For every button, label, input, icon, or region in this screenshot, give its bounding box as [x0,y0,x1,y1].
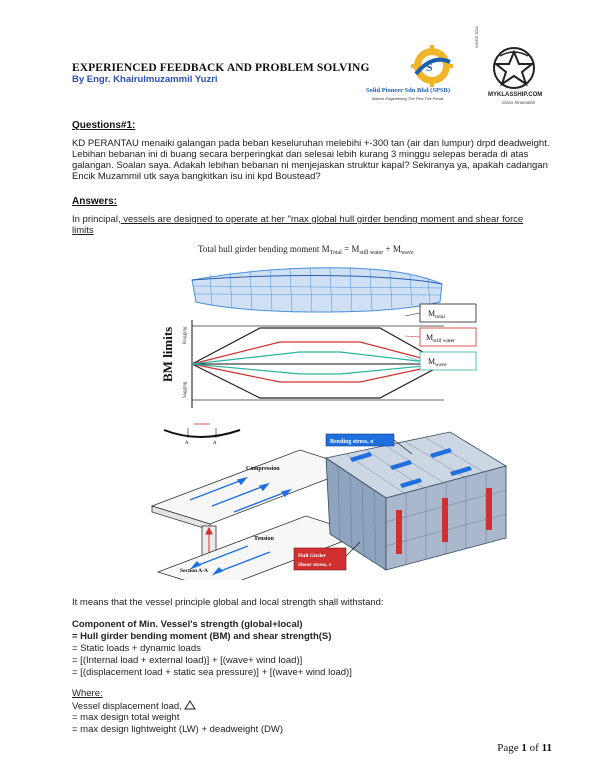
bm-total-sag-curve [192,364,444,398]
bm-sagging-label: Sagging [183,381,188,398]
bm-stillwater-sag-curve [192,364,444,382]
page-word: Page [497,742,519,754]
of-word: of [529,742,539,754]
answer-intro [72,214,523,236]
legend-wave-base: M [428,357,436,366]
page-current: 1 [521,742,527,754]
ship-hull-mesh [192,268,442,312]
bm-hogging-label: Hogging [183,326,188,344]
question-line: KD PERANTAU menaiki galangan pada beban keseluruhan melebihi +-300 tan (air dan lumpur) drpd deadweight. [72,138,550,149]
legend-stillwater-base: M [426,333,434,342]
bm-title-mid: = M [341,244,360,254]
strength-statement: It means that the vessel principle global and local strength shall withstand: [72,597,384,608]
bm-title-sub1: Total [329,250,342,256]
legend-stillwater-sub: still water [433,338,455,344]
bm-title-prefix: Total hull girder bending moment M [198,244,330,254]
displacement-line [72,700,196,712]
bm-legend [405,304,476,370]
answer-intro-underlined: vessels are designed to operate at her "max global hull girder bending moment and shear force [120,214,524,225]
hull-girder-label: Hull Girder [298,553,326,559]
question-line: Lebihan bebanan ini di buang secara berperingkat dan selesai lebih kurang 3 minggu selepas berada di atas [72,149,529,160]
section-label: Section A-A [180,568,208,574]
legend-wave-sub: wave [435,362,447,368]
myklasship-name: MYKLASSHIP.COM [488,92,543,98]
bm-axis-label: BM limits [160,326,175,382]
legend-total-sub: total [435,314,445,320]
author-line: By Engr. Khairulmuzammil Yuzri [72,74,218,85]
spsb-logo [404,44,460,88]
bm-title-sub3: wave [400,250,414,256]
displacement-label: Vessel displacement load, [72,701,182,712]
question-heading: Questions#1: [72,120,136,131]
myklasship-tagline: Class Innovation [502,100,536,105]
answer-intro-line2: limits [72,225,94,236]
svg-text:S: S [426,60,433,74]
beam-sketch [164,424,240,446]
delta-icon [184,700,196,710]
myklasship-since: SINCE 2011 [474,26,479,48]
bm-stillwater-hog-curve [192,342,444,364]
page-total: 11 [541,742,552,754]
compression-label: Compression [246,466,280,472]
bending-stress-label: Bending stress, σ [330,439,374,445]
equation-line: = [(Internal load + external load)] + [(wave+ wind load)] [72,655,303,666]
question-line: Encik Muzammil utk saya bangkitkan isu ini kpd Boustead? [72,171,321,182]
where-heading: Where: [72,688,103,699]
bm-title-sub2: still water [359,250,384,256]
document-title: EXPERIENCED FEEDBACK AND PROBLEM SOLVING [72,62,370,74]
tension-label: Tension [254,536,274,542]
beam-label-a1: A [185,441,189,446]
bm-title-plus: + M [383,244,401,254]
bending-moment-figure [150,240,510,412]
where-line: = max design lightweight (LW) + deadweight (DW) [72,724,284,735]
bm-total-hog-curve [192,328,444,364]
question-line: galangan. Soalan saya. Adakah lebihan bebanan ni menjejaskan struktur kapal? Sekiranya ya, apakah cadangan [72,160,548,171]
where-line: = max design total weight [72,712,180,723]
equation-bm-shear: = Hull girder bending moment (BM) and shear strength(S) [72,631,332,642]
answer-intro-prefix: In principal, [72,214,121,225]
equation-line: = [(displacement load + static sea pressure)] + [(wave+ wind load)] [72,667,352,678]
beam-label-a2: A [213,441,217,446]
spsb-name: Solid Pioneer Sdn Bhd (SPSB) [366,87,451,94]
shear-stress-label: Shear stress, τ [298,562,332,568]
answers-heading: Answers: [72,196,118,207]
myklasship-logo [484,46,542,92]
top-flange [152,450,356,524]
legend-total-base: M [428,309,436,318]
hull-girder-figure [150,414,510,580]
svg-text:Total hull girder bending mome [198,244,414,256]
question-text [72,138,549,182]
equation-line: = Static loads + dynamic loads [72,643,201,654]
component-heading: Component of Min. Vessel's strength (global+local) [72,619,303,630]
spsb-tagline: Marine Engineering The Few The Proud [372,96,444,101]
page-number [497,742,552,754]
